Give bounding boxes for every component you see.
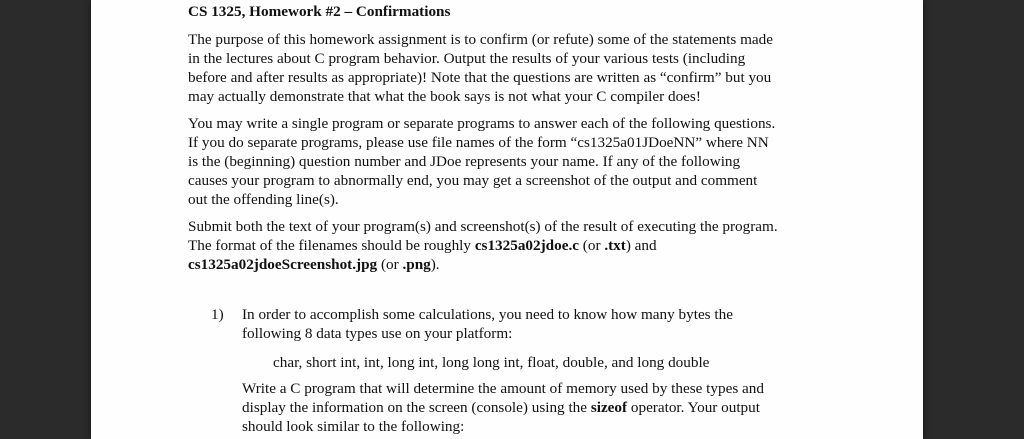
extension-png: .png bbox=[402, 256, 431, 273]
submit-paragraph bbox=[188, 217, 828, 274]
extension-txt: .txt bbox=[604, 237, 626, 254]
paragraph-line: in the lectures about C program behavior. Output the results of your various tests (including bbox=[188, 50, 746, 67]
question-task bbox=[242, 379, 822, 436]
filename-screenshot: cs1325a02jdoeScreenshot.jpg bbox=[188, 256, 378, 273]
text-run: (or bbox=[579, 237, 605, 254]
text-run: operator. Your output bbox=[627, 399, 760, 416]
paragraph-line: may actually demonstrate that what the book says is not what your C compiler does! bbox=[188, 88, 701, 105]
question-number: 1) bbox=[211, 306, 224, 323]
programs-paragraph bbox=[188, 114, 828, 209]
page-title: CS 1325, Homework #2 – Confirmations bbox=[188, 3, 451, 20]
paragraph-line bbox=[242, 398, 822, 417]
paragraph-line: If you do separate programs, please use file names of the form “cs1325a01JDoeNN” where NN bbox=[188, 134, 769, 151]
paragraph-line bbox=[188, 255, 828, 274]
paragraph-line: The purpose of this homework assignment is to confirm (or refute) some of the statements made bbox=[188, 31, 773, 48]
paragraph-line: out the offending line(s). bbox=[188, 191, 339, 208]
text-run: (or bbox=[377, 256, 403, 273]
text-run: The format of the filenames should be roughly bbox=[188, 237, 475, 254]
paragraph-line: You may write a single program or separate programs to answer each of the following questions. bbox=[188, 115, 776, 132]
sizeof-keyword: sizeof bbox=[590, 399, 628, 416]
filename-source: cs1325a02jdoe.c bbox=[474, 237, 579, 254]
text-run: ) and bbox=[625, 237, 657, 254]
paragraph-line: Submit both the text of your program(s) and screenshot(s) of the result of executing the program. bbox=[188, 218, 778, 235]
paragraph-line: before and after results as appropriate)! Note that the questions are written as “confirm” but you bbox=[188, 69, 772, 86]
document-body bbox=[188, 2, 828, 282]
paragraph-line: is the (beginning) question number and JDoe represents your name. If any of the following bbox=[188, 153, 741, 170]
question-intro bbox=[242, 305, 822, 343]
paragraph-line: Write a C program that will determine the amount of memory used by these types and bbox=[242, 380, 764, 397]
paragraph-line: following 8 data types use on your platform: bbox=[242, 325, 513, 342]
document-page bbox=[91, 0, 923, 439]
data-types-list: char, short int, int, long int, long long int, float, double, and long double bbox=[273, 354, 710, 371]
paragraph-line bbox=[188, 236, 828, 255]
paragraph-line: In order to accomplish some calculations, you need to know how many bytes the bbox=[242, 306, 733, 323]
paragraph-line: causes your program to abnormally end, you may get a screenshot of the output and comment bbox=[188, 172, 758, 189]
text-run: ). bbox=[430, 256, 440, 273]
text-run: display the information on the screen (console) using the bbox=[242, 399, 591, 416]
purpose-paragraph bbox=[188, 30, 828, 106]
paragraph-line: should look similar to the following: bbox=[242, 418, 465, 435]
